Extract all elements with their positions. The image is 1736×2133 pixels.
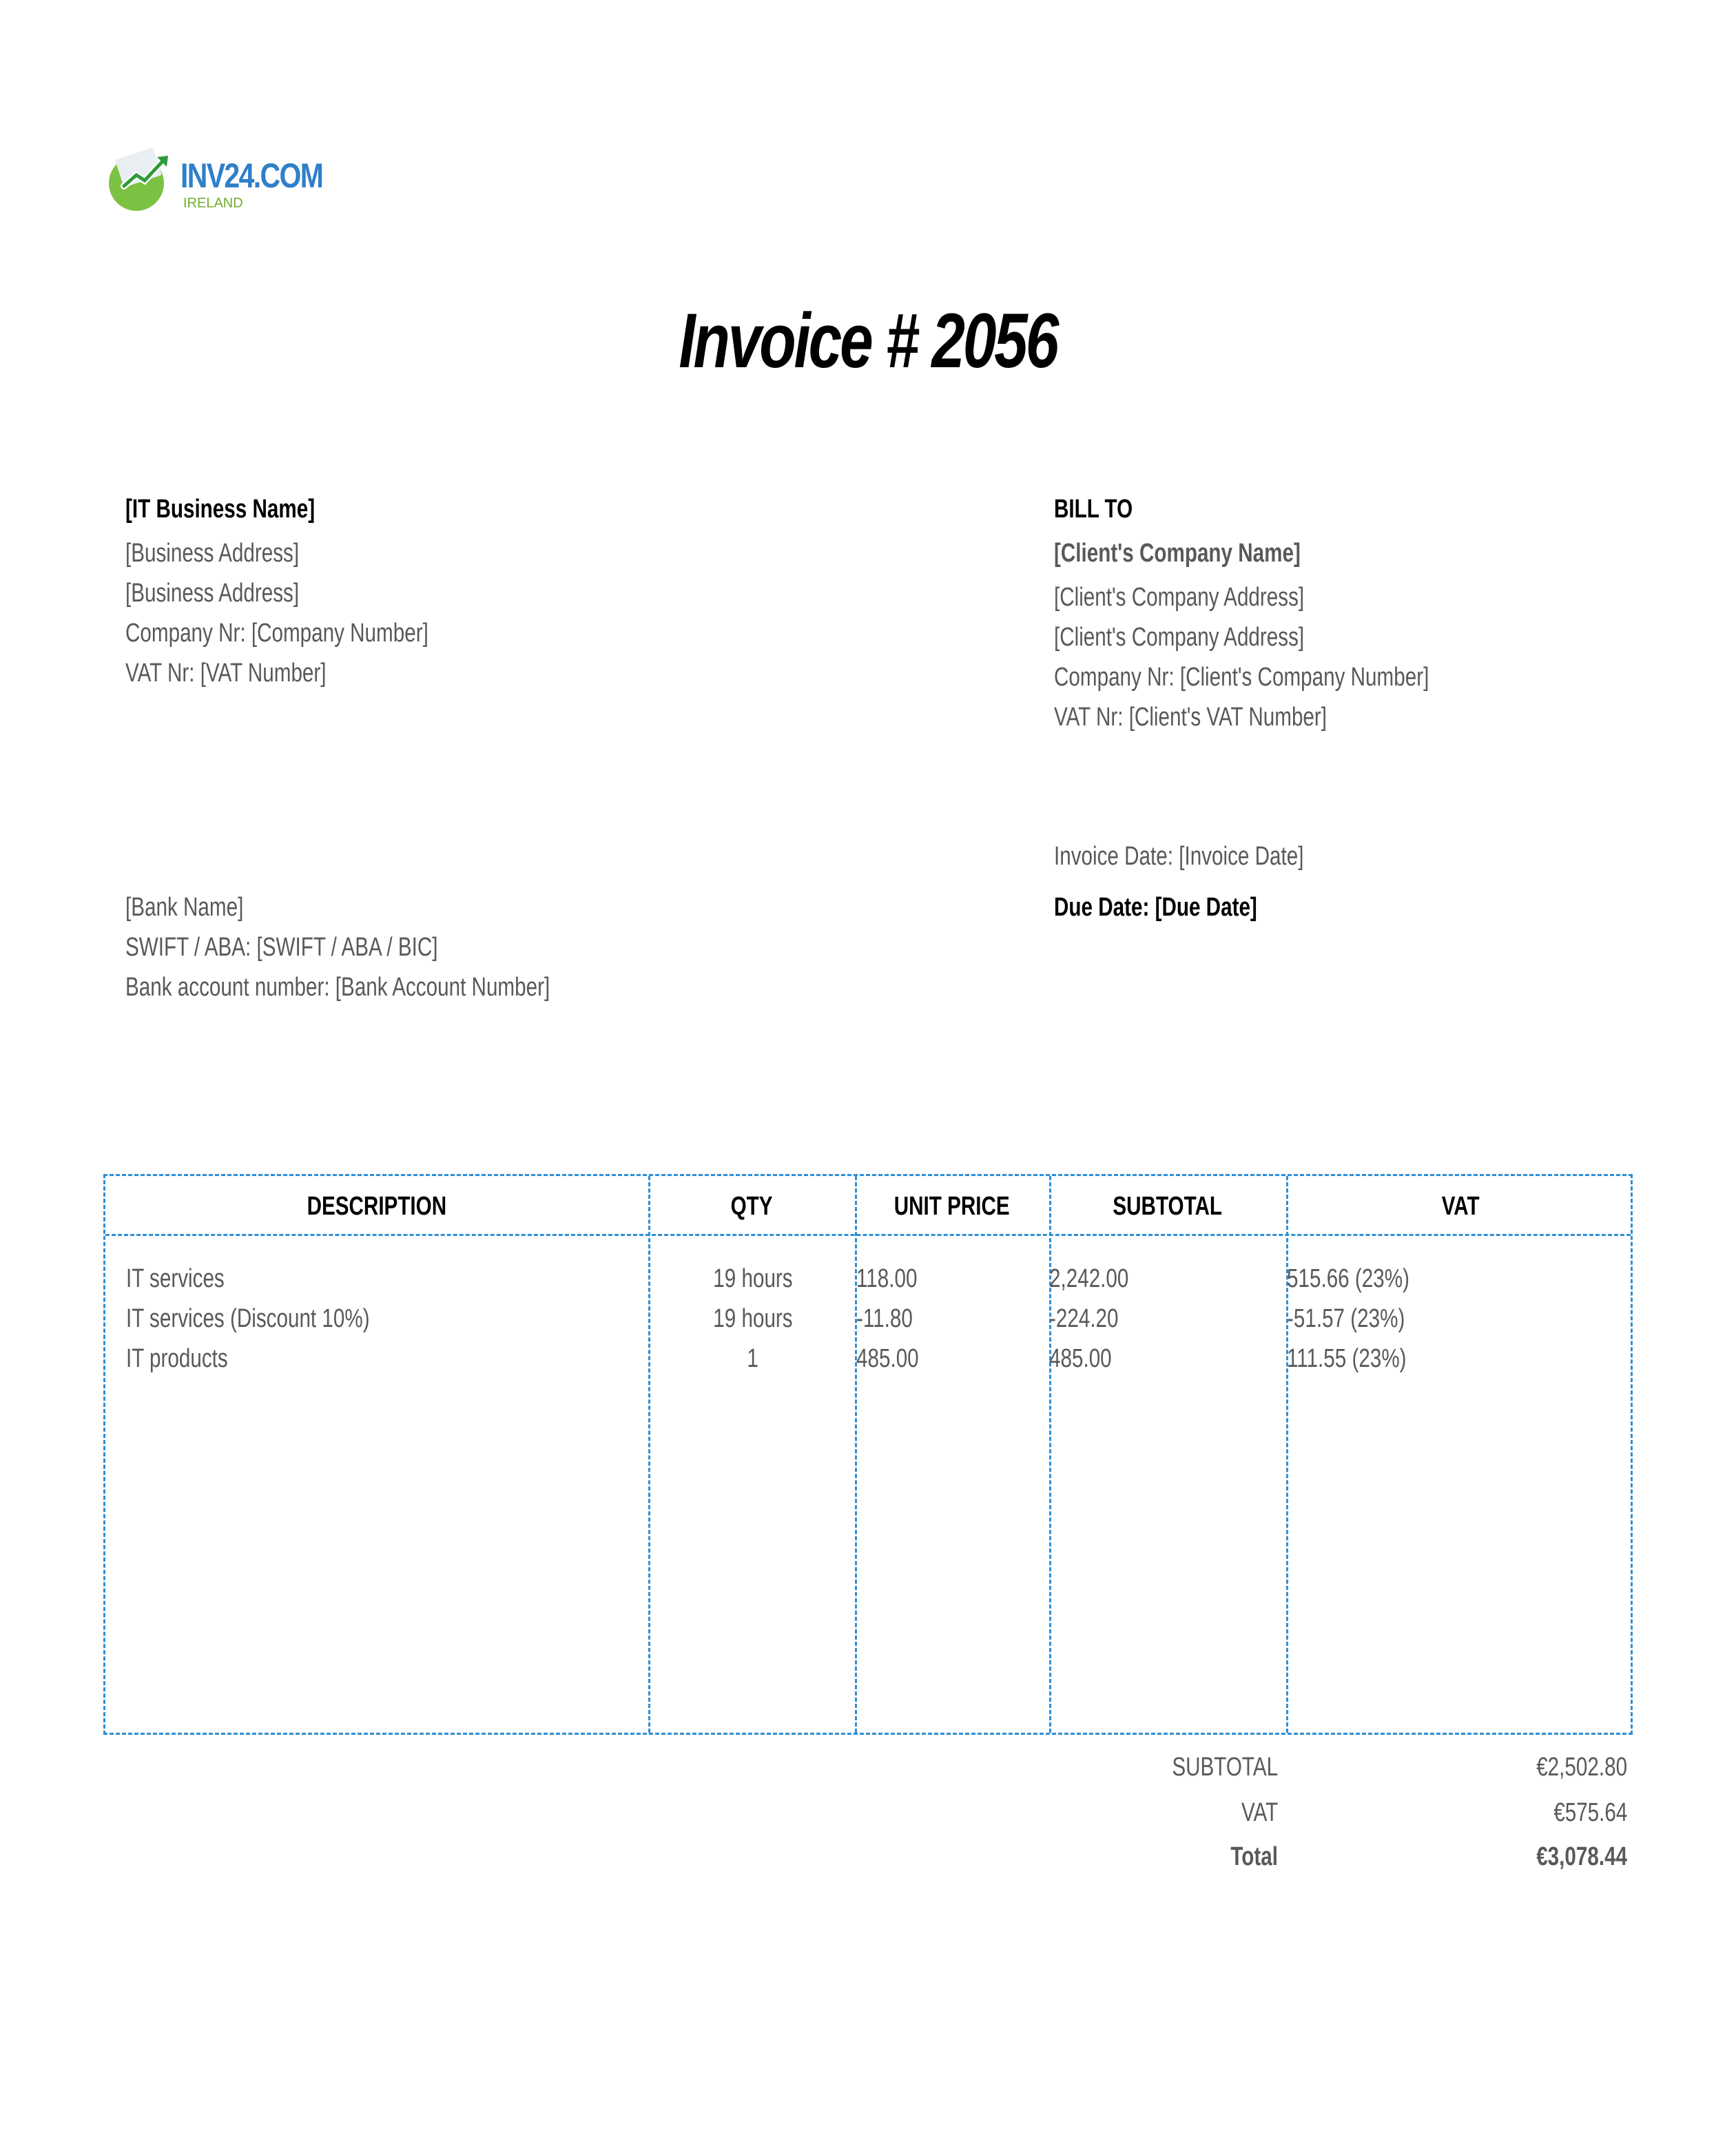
seller-company-nr: Company Nr: [Company Number] [125, 619, 428, 648]
seller-vat-nr: VAT Nr: [VAT Number] [125, 659, 327, 688]
invoice-title: Invoice # 2056 [679, 298, 1057, 384]
row-3-subtotal: 485.00 [1049, 1344, 1112, 1373]
total-label: Total [1230, 1842, 1278, 1871]
row-2-qty: 19 hours [713, 1304, 793, 1333]
vat-value: €575.64 [1553, 1798, 1627, 1827]
logo-icon [103, 143, 179, 212]
subtotal-value: €2,502.80 [1536, 1753, 1627, 1782]
row-1-description: IT services [126, 1264, 225, 1293]
row-3-qty: 1 [747, 1344, 759, 1373]
row-2-description: IT services (Discount 10%) [126, 1304, 370, 1333]
total-value: €3,078.44 [1536, 1842, 1627, 1871]
logo-sub-text: IRELAND [183, 196, 243, 211]
header-unit-price: UNIT PRICE [894, 1192, 1010, 1221]
row-2-vat: -51.57 (23%) [1287, 1304, 1405, 1333]
bank-swift: SWIFT / ABA: [SWIFT / ABA / BIC] [125, 933, 438, 962]
company-logo [103, 143, 338, 219]
row-3-vat: 111.55 (23%) [1287, 1344, 1407, 1373]
logo-brand-text: INV24.COM [180, 156, 323, 195]
header-divider [105, 1234, 1631, 1236]
vat-label: VAT [1241, 1798, 1278, 1827]
header-vat: VAT [1441, 1192, 1480, 1221]
row-2-subtotal: -224.20 [1049, 1304, 1119, 1333]
row-1-vat: 515.66 (23%) [1287, 1264, 1409, 1293]
seller-name: [IT Business Name] [125, 495, 316, 524]
seller-address-1: [Business Address] [125, 539, 300, 568]
client-address-2: [Client's Company Address] [1054, 623, 1305, 652]
client-company-nr: Company Nr: [Client's Company Number] [1054, 663, 1429, 692]
row-2-unit-price: -11.80 [856, 1304, 913, 1333]
due-date: Due Date: [Due Date] [1054, 893, 1257, 922]
header-description: DESCRIPTION [307, 1192, 447, 1221]
bank-account: Bank account number: [Bank Account Number] [125, 973, 550, 1002]
items-table [103, 1174, 1633, 1735]
seller-address-2: [Business Address] [125, 579, 300, 608]
bill-to-heading: BILL TO [1054, 495, 1133, 524]
client-vat-nr: VAT Nr: [Client's VAT Number] [1054, 703, 1327, 732]
client-name: [Client's Company Name] [1054, 539, 1301, 568]
invoice-date: Invoice Date: [Invoice Date] [1054, 842, 1304, 871]
row-3-unit-price: 485.00 [856, 1344, 919, 1373]
header-subtotal: SUBTOTAL [1113, 1192, 1223, 1221]
row-1-unit-price: 118.00 [856, 1264, 918, 1293]
client-address-1: [Client's Company Address] [1054, 583, 1305, 612]
subtotal-label: SUBTOTAL [1172, 1753, 1278, 1782]
row-1-subtotal: 2,242.00 [1049, 1264, 1129, 1293]
row-1-qty: 19 hours [713, 1264, 793, 1293]
row-3-description: IT products [126, 1344, 228, 1373]
header-qty: QTY [730, 1192, 773, 1221]
bank-name: [Bank Name] [125, 893, 244, 922]
